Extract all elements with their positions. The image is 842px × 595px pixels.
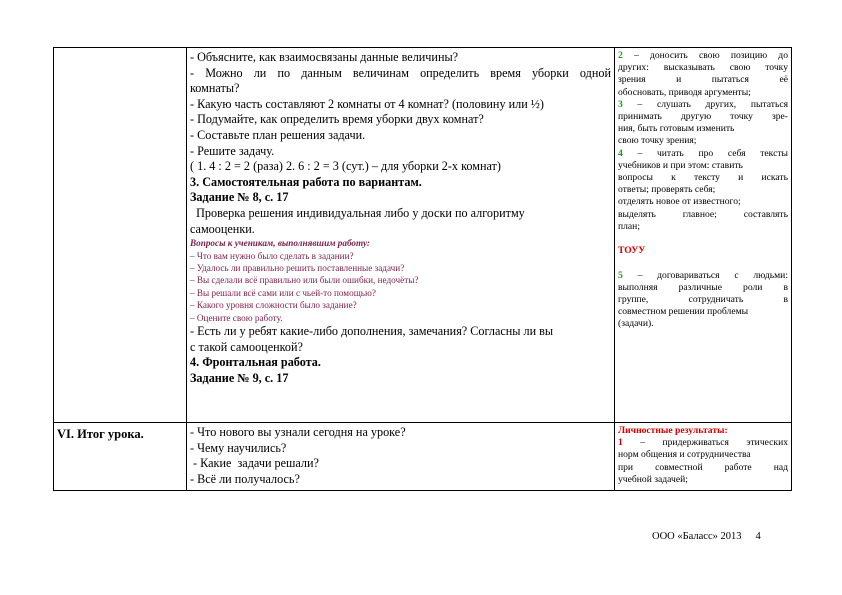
table-row bbox=[54, 423, 792, 491]
text-line: (задачи). bbox=[618, 318, 654, 330]
results-cell bbox=[615, 423, 792, 491]
text-line: - Какие задачи решали? bbox=[190, 456, 319, 471]
text-line: с такой самооценкой? bbox=[190, 339, 303, 354]
question-item: – Вы сделали всё правильно или были ошибки, недочёты? bbox=[190, 275, 419, 286]
text-line: свою точку зрения; bbox=[618, 135, 697, 147]
results-cell bbox=[615, 48, 792, 423]
text-line: выделять главное; составлять bbox=[618, 208, 788, 220]
text-line: группе, сотрудничать в bbox=[618, 294, 788, 306]
toyu-heading: ТОУУ bbox=[618, 245, 646, 257]
stage-cell bbox=[54, 423, 187, 491]
text-line: - Что нового вы узнали сегодня на уроке? bbox=[190, 425, 406, 439]
stage-title: VI. Итог урока. bbox=[57, 427, 144, 441]
text-line: - Решите задачу. bbox=[190, 143, 275, 158]
page-footer bbox=[652, 531, 775, 542]
text-line: выполняя различные роли в bbox=[618, 281, 788, 293]
results-heading: Личностные результаты: bbox=[618, 425, 728, 436]
question-item: – Вы решали всё сами или с чьей-то помощью? bbox=[190, 287, 376, 298]
text-line: - Чему научились? bbox=[190, 440, 287, 455]
task-reference: Задание № 8, с. 17 bbox=[190, 190, 289, 205]
text-line: совместном решении проблемы bbox=[618, 306, 749, 318]
text-line: ( 1. 4 : 2 = 2 (раза) 2. 6 : 2 = 3 (сут.) – для уборки 2-х комнат) bbox=[190, 159, 501, 174]
content-cell bbox=[187, 48, 615, 423]
task-reference: Задание № 9, с. 17 bbox=[190, 370, 289, 385]
lesson-plan-table bbox=[53, 47, 792, 491]
text-line: вопросы к тексту и искать bbox=[618, 172, 788, 184]
section-heading: 4. Фронтальная работа. bbox=[190, 355, 321, 370]
question-item: – Оцените свою работу. bbox=[190, 312, 283, 323]
text-line: самооценки. bbox=[190, 221, 255, 236]
result-item: 5 – договариваться с людьми: bbox=[618, 269, 788, 281]
questions-heading: Вопросы к ученикам, выполнявшим работу: bbox=[190, 238, 370, 249]
text-line: - Объясните, как взаимосвязаны данные величины? bbox=[190, 50, 459, 64]
question-item: – Какого уровня сложности было задание? bbox=[190, 300, 357, 311]
text-line: принимать другую точку зре- bbox=[618, 111, 788, 123]
text-line: ответы; проверять себя; bbox=[618, 184, 716, 196]
text-line: - Подумайте, как определить время уборки двух комнат? bbox=[190, 112, 484, 127]
text-line: - Есть ли у ребят какие-либо дополнения, замечания? Согласны ли вы bbox=[190, 323, 554, 338]
text-line: зрения и пытаться её bbox=[618, 74, 788, 86]
footer-company: ООО «Баласс» 2013 bbox=[652, 531, 742, 542]
text-line: - Составьте план решения задачи. bbox=[190, 127, 366, 142]
text-line: учебников и при этом: ставить bbox=[618, 159, 743, 171]
table-row bbox=[54, 48, 792, 423]
result-item: 2 – доносить свою позицию до bbox=[618, 50, 788, 61]
text-line: других: высказывать свою точку bbox=[618, 62, 788, 74]
text-line: комнаты? bbox=[190, 81, 240, 96]
text-line: норм общения и сотрудничества bbox=[618, 449, 751, 461]
question-item: – Удалось ли правильно решить поставленные задачи? bbox=[190, 262, 405, 273]
text-line: план; bbox=[618, 220, 640, 232]
content-cell bbox=[187, 423, 615, 491]
text-line: - Какую часть составляют 2 комнаты от 4 комнат? (половину или ½) bbox=[190, 96, 544, 111]
question-item: – Что вам нужно было сделать в задании? bbox=[190, 250, 354, 261]
text-line: отделять новое от известного; bbox=[618, 196, 741, 208]
text-line: учебной задачей; bbox=[618, 473, 688, 485]
text-line: - Всё ли получалось? bbox=[190, 471, 300, 486]
text-line: при совместной работе над bbox=[618, 461, 788, 473]
text-line: Проверка решения индивидуальная либо у доски по алгоритму bbox=[190, 205, 525, 220]
text-line: - Можно ли по данным величинам определить время уборки одной bbox=[190, 65, 611, 80]
result-item: 3 – слушать других, пытаться bbox=[618, 98, 788, 110]
stage-cell bbox=[54, 48, 187, 423]
page-number: 4 bbox=[755, 531, 761, 542]
result-item: 4 – читать про себя тексты bbox=[618, 147, 788, 159]
text-line: ния, быть готовым изменить bbox=[618, 123, 735, 135]
text-line: обосновать, приводя аргументы; bbox=[618, 86, 751, 98]
section-heading: 3. Самостоятельная работа по вариантам. bbox=[190, 174, 422, 189]
result-item: 1 – придерживаться этических bbox=[618, 437, 788, 449]
